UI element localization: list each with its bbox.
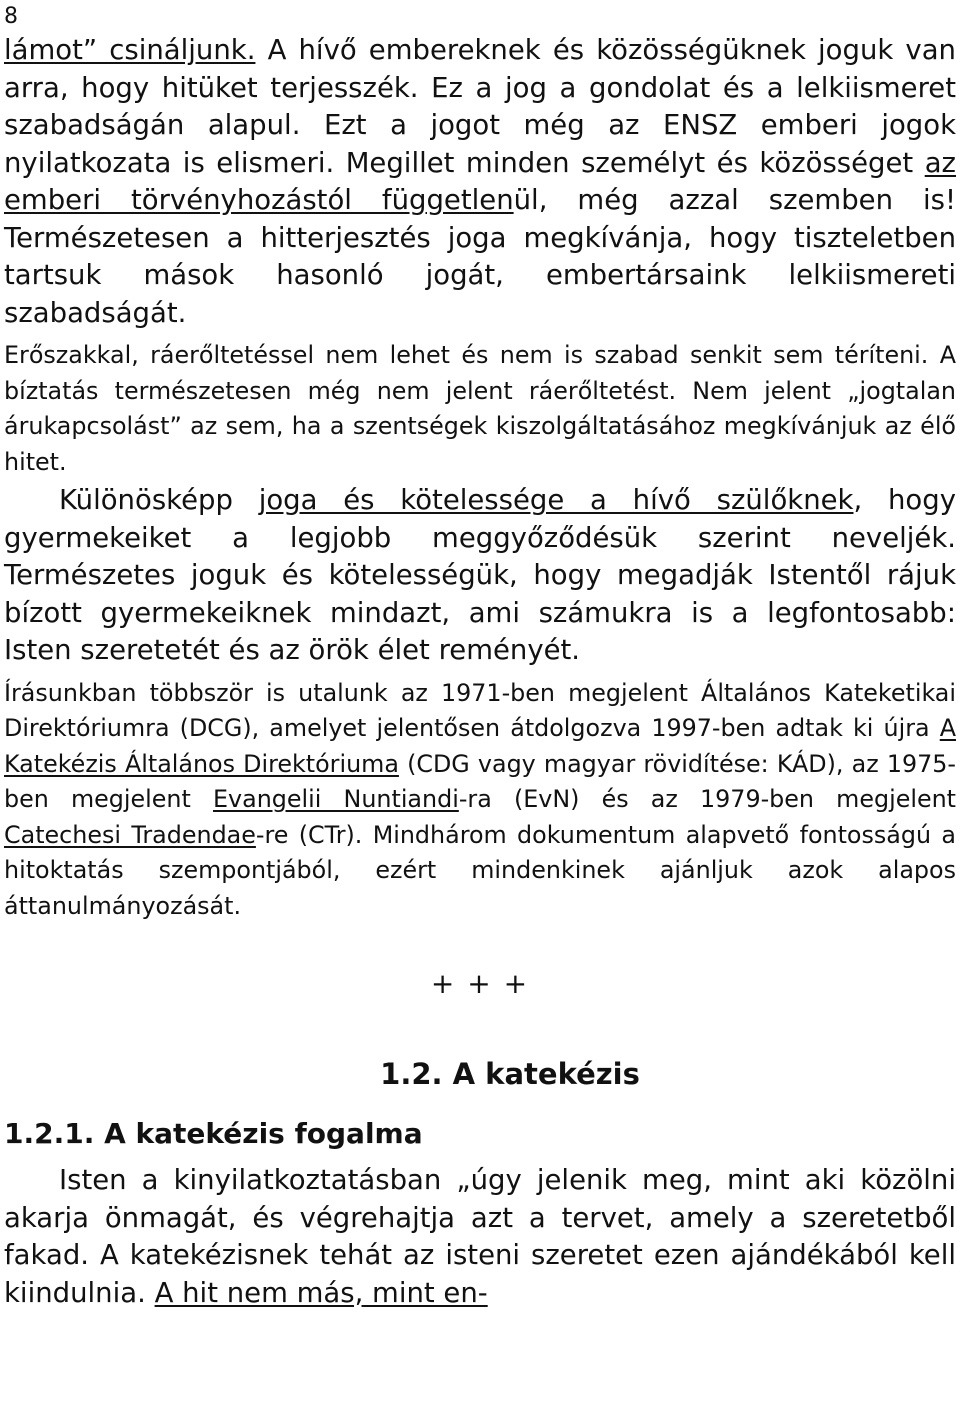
underlined-text: az emberi törvényhozástól független xyxy=(4,146,956,216)
page-number: 8 xyxy=(4,4,18,29)
paragraph-parents: Különösképp joga és kötelessége a hívő szülőknek, hogy gyermekeiket a legjobb meggyőződésük szerint neveljék. Természetes joguk és kötelességük, hogy megadják Istentől rájuk bízott gyermekeiknek mindazt, ami számukra is a legfontosabb: Isten szeretetét és az örök élet reményét. xyxy=(4,484,956,666)
underlined-text: A hit nem más, mint en- xyxy=(154,1276,488,1309)
paragraph-catechesis: Isten a kinyilatkoztatásban „úgy jelenik meg, mint aki közölni akarja önmagát, és végrehajtja azt a tervet, amely a szeretetből fakad. A katekézisnek tehát az isteni szeretet ezen ajándékából kell kiindulnia. A hit nem más, mint en- xyxy=(4,1164,956,1309)
paragraph-coercion: Erőszakkal, ráerőltetéssel nem lehet és nem is szabad senkit sem téríteni. A bíztatás természetesen még nem jelent ráerőltetést. Nem jelent „jogtalan árukapcsolást” az sem, ha a szentségek kiszolgáltatásához megkívánjuk az élő hitet. xyxy=(4,341,956,476)
section-heading: 1.2. A katekézis xyxy=(380,1057,640,1091)
paragraph-documents: Írásunkban többször is utalunk az 1971-ben megjelent Általános Kateketikai Direktóriumra (DCG), amelyet jelentősen átdolgozva 1997-ben adtak ki újra A Katekézis Általános Direktóriuma (CDG vagy magyar rövidítése: KÁD), az 1975-ben megjelent Evangelii Nuntiandi-ra (EvN) és az 1979-ben megjelent Catechesi Tradendae-re (CTr). Mindhárom dokumentum alapvető fontosságú a hitoktatás szempontjából, ezért mindenkinek ajánljuk azok alapos áttanulmányozását. xyxy=(4,678,957,920)
underlined-text: A Katekézis Általános Direktóriuma xyxy=(4,714,956,778)
section-separator: + + + xyxy=(430,967,530,1000)
paragraph-rights: lámot” csináljunk. A hívő embereknek és közösségüknek joguk van arra, hogy hitüket terjesszék. Ez a jog a gondolat és a lelkiismeret szabadságán alapul. Ezt a jogot még az ENSZ emberi jogok nyilatkozata is elismeri. Megillet minden személyt és közösséget az emberi törvényhozástól függetlenül, még azzal szemben is! Természetesen a hitterjesztés joga megkívánja, hogy tiszteletben tartsuk mások hasonló jogát, embertársaink lelkiismereti szabadságát. xyxy=(4,34,956,329)
underlined-text: Evangelii Nuntiandi xyxy=(213,785,459,813)
subsection-heading: 1.2.1. A katekézis fogalma xyxy=(4,1117,423,1150)
document-page xyxy=(4,0,956,1312)
underlined-text: lámot” csináljunk. xyxy=(4,34,256,66)
underlined-text: joga és kötelessége a hívő szülőknek xyxy=(258,484,854,516)
underlined-text: Catechesi Tradendae xyxy=(4,820,256,849)
